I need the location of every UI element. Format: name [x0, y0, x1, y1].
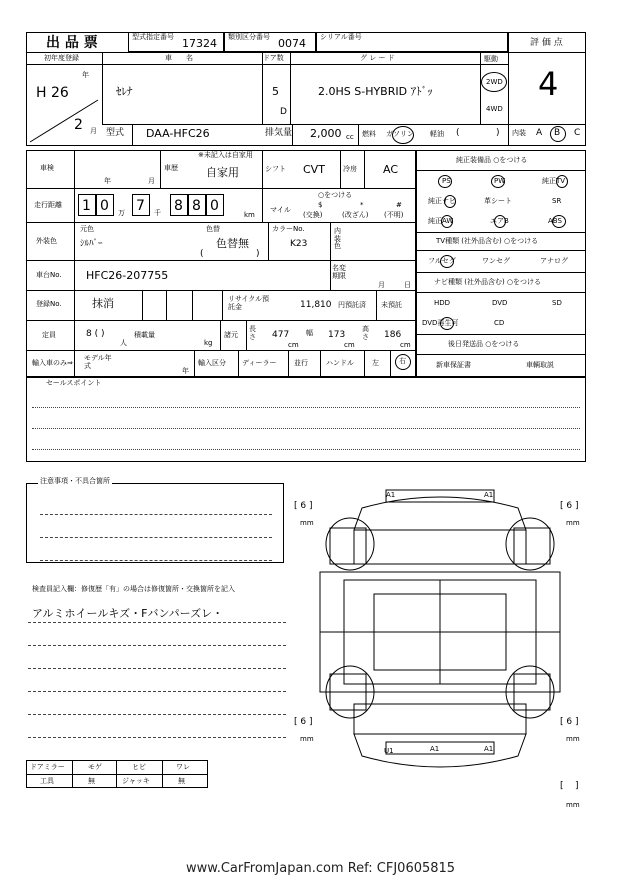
year-unit: 年 — [82, 71, 89, 79]
month-unit: 月 — [90, 127, 97, 135]
height: 186 — [384, 330, 402, 340]
first-reg-month: 2 — [74, 117, 83, 133]
color-change-label: 色替 — [206, 225, 220, 233]
handle-right: 右 — [399, 357, 406, 365]
interior-a: A — [536, 128, 543, 138]
interior-label: 内装 — [512, 129, 526, 137]
shift-label: シフト — [265, 165, 286, 173]
handle-left: 左 — [372, 359, 379, 367]
class-num-label: 類別区分番号 — [228, 33, 270, 41]
equip-ps-circle — [438, 175, 452, 188]
ac-label: 冷房 — [343, 165, 357, 173]
score: 4 — [538, 65, 559, 103]
recycle-label: リサイクル預託金 — [228, 295, 270, 311]
model-num-label: 型式指定番号 — [132, 33, 174, 41]
notes-label: 注意事項・不具合箇所 — [40, 477, 110, 485]
model-num: 17324 — [182, 37, 217, 50]
equip-aw-circle — [441, 215, 453, 228]
color-change: 色替無 — [216, 237, 249, 250]
type-label: 型式 — [106, 128, 125, 138]
mileage-digit: 0 — [96, 194, 114, 216]
inspection-label: 車検 — [40, 164, 54, 172]
history: 自家用 — [206, 166, 239, 179]
inspector-text: アルミホイールキズ・Fバンパーズレ・ — [32, 607, 224, 620]
car-name: ｾﾚﾅ — [116, 85, 133, 98]
handle-label: ハンドル — [326, 359, 354, 367]
history-label: 車歴 — [164, 164, 178, 172]
serial-label: シリアル番号 — [320, 33, 362, 41]
door-type: D — [280, 107, 287, 117]
main-frame — [26, 150, 416, 378]
watermark: www.CarFromJapan.com Ref: CFJ0605815 — [186, 861, 456, 876]
interior-b: B — [554, 128, 561, 138]
chassis: HFC26-207755 — [86, 269, 169, 282]
mileage-digit: 8 — [170, 194, 188, 216]
length: 477 — [272, 330, 290, 340]
mileage-digit: 7 — [132, 194, 150, 216]
first-reg-era: H 26 — [36, 85, 69, 101]
reg-no-label: 登録No. — [36, 300, 62, 308]
diagram-top-label: A1 — [484, 491, 494, 499]
drive-4wd: 4WD — [486, 105, 503, 113]
diesel: 軽油 — [430, 130, 444, 138]
name-change-label: 名変期限 — [332, 264, 346, 280]
diagram-bottom-label: U1 — [384, 747, 394, 755]
tire-depth-rl: [ 6 ] — [294, 717, 313, 727]
equip-navi-circle — [444, 195, 456, 208]
grade-label: グ レ ー ド — [360, 54, 395, 62]
color-no-label: カラーNo. — [272, 225, 305, 233]
fuel: ガソリン — [386, 130, 414, 138]
chassis-label: 車台No. — [36, 271, 62, 279]
displacement: 2,000 — [310, 127, 342, 140]
diagram-bottom-label: A1 — [484, 745, 494, 753]
notes-frame — [26, 483, 284, 563]
equip-tv-circle — [556, 175, 568, 188]
capacity: 8 ( ) — [86, 329, 105, 339]
displacement-label: 排気量 — [265, 128, 293, 138]
date-slash — [28, 96, 100, 144]
class-num: 0074 — [278, 37, 306, 50]
not-deposited: 未預託 — [381, 301, 402, 309]
equipment-title: 純正装備品 ○をつける — [456, 156, 528, 164]
load-label: 積載量 — [134, 331, 155, 339]
fuel-label: 燃料 — [362, 130, 376, 138]
equip-airb-circle — [494, 215, 506, 228]
tire-depth-spare: [ ] — [560, 781, 579, 791]
first-reg-label: 初年度登録 — [44, 54, 79, 62]
color-no: K23 — [290, 239, 308, 249]
car-name-label: 車 名 — [165, 54, 193, 62]
tv-title: TV種類 (社外品含む) ○をつける — [436, 237, 539, 245]
import-label: 輸入車のみ⇒ — [32, 359, 73, 367]
model-year-label: モデル年式 — [84, 354, 112, 371]
navi-dvd-circle — [440, 317, 454, 330]
tire-depth-fl: [ 6 ] — [294, 501, 313, 511]
later-title: 後日発送品 ○をつける — [448, 340, 520, 348]
ac: AC — [383, 163, 399, 176]
drive-label: 駆動 — [484, 55, 498, 63]
doors: 5 — [272, 85, 279, 98]
mileage-digit: 0 — [206, 194, 224, 216]
mileage-label: 走行距離 — [34, 201, 62, 209]
page-title: 出 品 票 — [46, 35, 98, 51]
mile: マイル — [270, 206, 291, 214]
type: DAA-HFC26 — [146, 127, 210, 140]
tire-depth-fr: [ 6 ] — [560, 501, 579, 511]
tv-fullseg-circle — [440, 255, 454, 268]
diagram-top-label: A1 — [386, 491, 396, 499]
interior-c: C — [574, 128, 581, 138]
door-label: ドア数 — [263, 54, 284, 62]
ext-color-label: 外装色 — [36, 237, 57, 245]
mileage-digit: 8 — [188, 194, 206, 216]
history-note: ※未記入は自家用 — [198, 151, 253, 159]
tire-depth-rr: [ 6 ] — [560, 717, 579, 727]
equip-pw-circle — [491, 175, 505, 188]
sales-label: セールスポイント — [46, 379, 102, 387]
cc-unit: cc — [346, 133, 354, 141]
dims-label: 諸元 — [224, 331, 238, 339]
car-diagram — [290, 484, 590, 804]
drive-2wd: 2WD — [486, 78, 503, 86]
orig-color-label: 元色 — [80, 225, 94, 233]
diagram-bottom-label: A1 — [430, 745, 440, 753]
width: 173 — [328, 330, 346, 340]
inspector-label: 検査員記入欄：修復歴「有」の場合は修復箇所・交換箇所を記入 — [32, 585, 235, 593]
int-color-label: 内装色 — [334, 227, 341, 251]
recycle: 11,810 — [300, 300, 332, 310]
orig-color: ｼﾙﾊﾞｰ — [80, 239, 103, 249]
navi-title: ナビ種類 (社外品含む) ○をつける — [434, 278, 542, 286]
mileage-digit: 1 — [78, 194, 96, 216]
dealer: ディーラー — [242, 359, 277, 367]
capacity-label: 定員 — [42, 331, 56, 339]
shift: CVT — [303, 163, 325, 176]
grade: 2.0HS S-HYBRID ｱﾄﾞｯ — [318, 85, 433, 98]
circle-note: ○をつける — [318, 191, 353, 199]
import-type-label: 輸入区分 — [198, 359, 226, 367]
reg-no: 抹消 — [92, 297, 114, 310]
equip-abs-circle — [552, 215, 566, 228]
parallel: 並行 — [294, 359, 308, 367]
score-label: 評 価 点 — [530, 38, 563, 48]
